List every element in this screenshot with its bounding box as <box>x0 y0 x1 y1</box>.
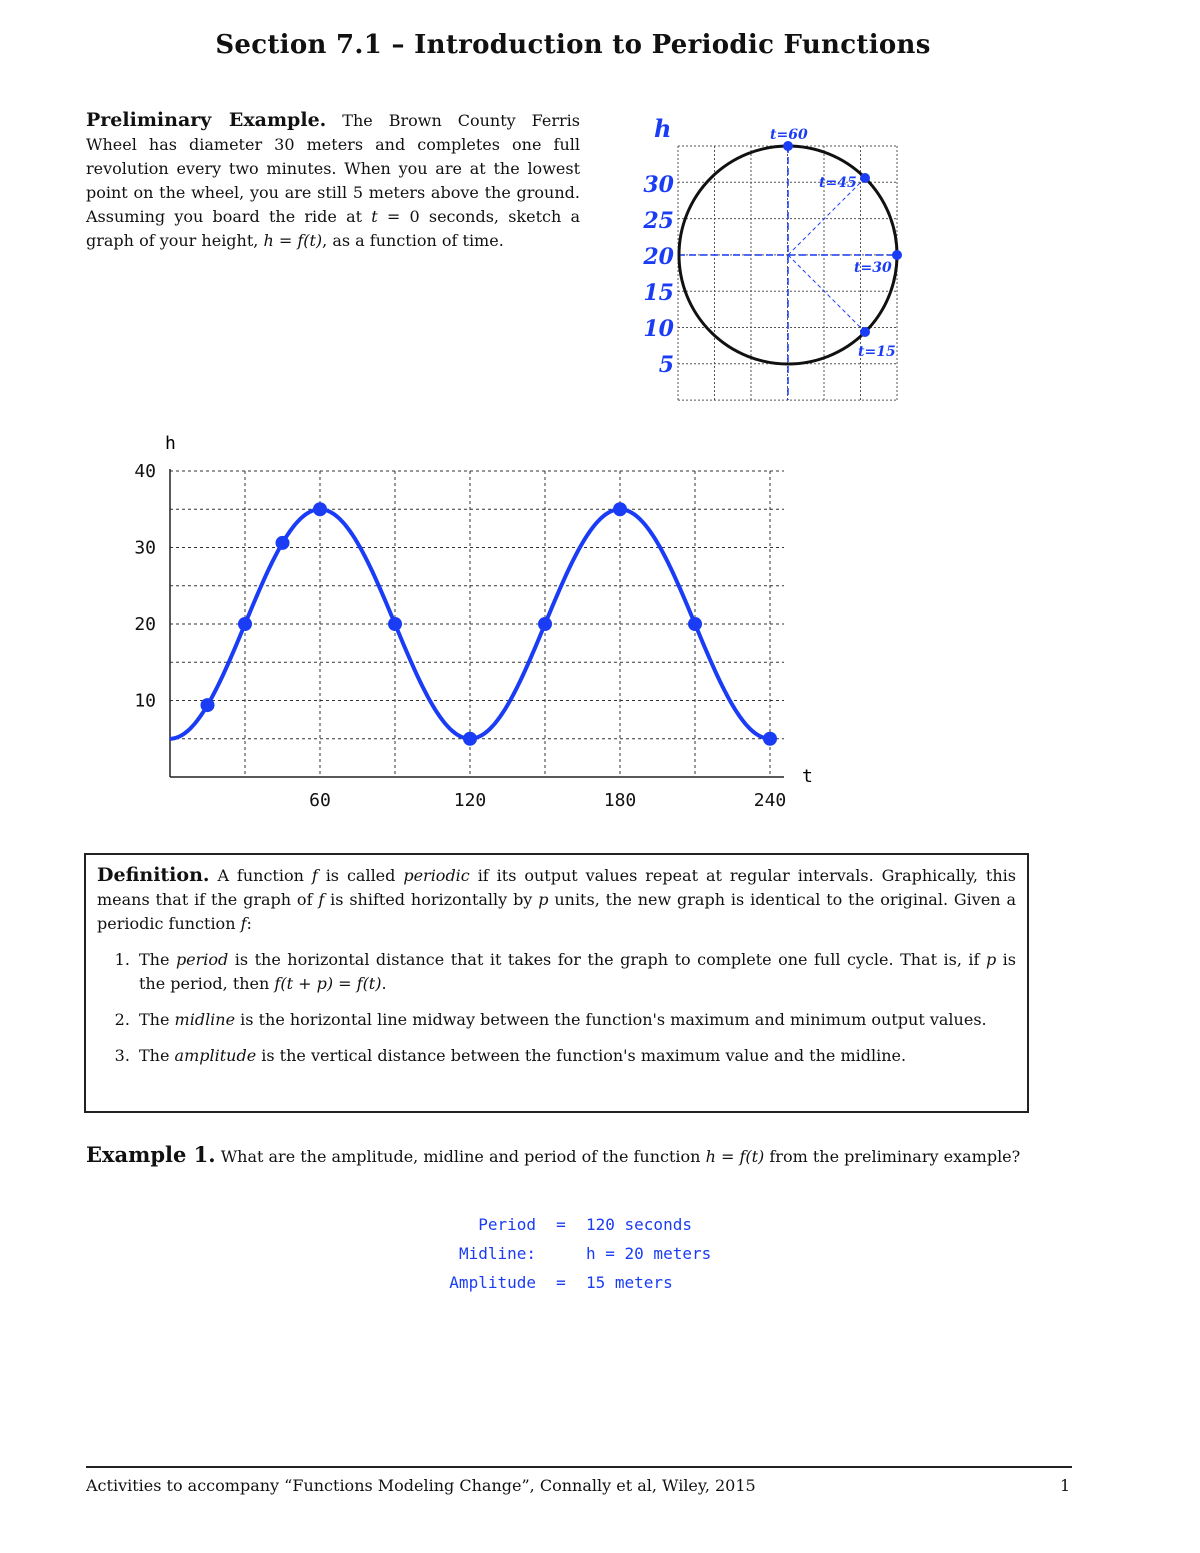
wheel-tick-5: 5 <box>658 352 674 378</box>
answer-amplitude <box>400 1268 800 1297</box>
example-1-function: h = f(t) <box>705 1147 765 1166</box>
answer-midline <box>400 1239 800 1268</box>
prelim-body-3: , as a function of time. <box>322 231 504 250</box>
answer-period <box>400 1210 800 1239</box>
definition-text: if its output values repeat at regular intervals. Graphically, this means that if the graph of <box>97 866 1016 909</box>
item-text: The <box>139 1010 175 1029</box>
definition-text: is shifted horizontally by <box>324 890 539 909</box>
graph-x-tick-label: 120 <box>453 790 487 811</box>
graph-x-tick-label: 240 <box>753 790 787 811</box>
example-1-text: What are the amplitude, midline and period of the function <box>215 1147 706 1166</box>
graph-data-point <box>276 536 290 550</box>
item-text: is the period, then <box>139 950 1017 993</box>
graph-x-tick-label: 60 <box>309 790 331 811</box>
wheel-tick-20: 20 <box>643 244 674 270</box>
page-title: Section 7.1 – Introduction to Periodic Functions <box>215 30 931 60</box>
ferris-wheel-diagram <box>630 110 920 410</box>
wheel-point-t45 <box>860 173 870 183</box>
wheel-tick-15: 15 <box>643 280 674 306</box>
math-f: f <box>240 914 247 933</box>
answer-equals: = <box>556 1273 566 1292</box>
wheel-tick-25: 25 <box>643 208 674 234</box>
footer-citation: Activities to accompany “Functions Modeling Change”, Connally et al, Wiley, 2015 <box>86 1476 756 1495</box>
preliminary-example <box>86 108 580 253</box>
math-p: p <box>538 890 549 909</box>
definition-item-period <box>135 948 1016 996</box>
definition-text: is called <box>317 866 404 885</box>
answer-label: Midline: <box>458 1244 536 1263</box>
math-f: f <box>318 890 325 909</box>
term-periodic: periodic <box>403 866 470 885</box>
example-1-text: from the preliminary example? <box>764 1147 1021 1166</box>
definition-item-amplitude <box>135 1044 1016 1068</box>
item-text: . <box>381 974 387 993</box>
item-text: The <box>139 950 176 969</box>
answer-value: h = 20 meters <box>586 1244 712 1263</box>
item-text: is the vertical distance between the function's maximum value and the midline. <box>256 1046 907 1065</box>
wheel-label-t30: t=30 <box>854 260 892 276</box>
definition-lead: Definition. <box>97 864 210 886</box>
graph-x-axis-label: t <box>802 766 813 787</box>
wheel-label-t45: t=45 <box>819 175 857 191</box>
graph-data-point <box>238 617 252 631</box>
definition-item-midline <box>135 1008 1016 1032</box>
graph-data-point <box>463 732 477 746</box>
definition-list <box>97 948 1016 1068</box>
page-number: 1 <box>1060 1476 1071 1495</box>
definition-text: A function <box>209 866 312 885</box>
prelim-var-t: t <box>371 207 378 226</box>
graph-x-tick-label: 180 <box>603 790 637 811</box>
graph-data-point <box>688 617 702 631</box>
answer-value: 15 meters <box>586 1273 673 1292</box>
prelim-function: h = f(t) <box>263 231 323 250</box>
prelim-body-1: The Brown County Ferris Wheel has diameter 30 meters and completes one full revolution every two minutes. When you are at the lowest point on the wheel, you are still 5 meters above the ground. Assuming you board the ride at <box>86 111 580 226</box>
math-p: p <box>985 950 997 969</box>
graph-data-point <box>313 502 327 516</box>
math-period-equation: f(t + p) = f(t) <box>274 974 382 993</box>
item-text: is the horizontal distance that it takes for the graph to complete one full cycle. That is, if <box>228 950 986 969</box>
graph-y-tick-label: 40 <box>134 461 156 482</box>
graph-data-point <box>538 617 552 631</box>
graph-y-tick-label: 20 <box>134 614 156 635</box>
wheel-point-t15 <box>860 327 870 337</box>
wheel-tick-10: 10 <box>643 316 674 342</box>
example-1-lead: Example 1. <box>86 1142 216 1167</box>
answer-label: Amplitude <box>449 1273 536 1292</box>
wheel-axis-label: h <box>654 114 672 143</box>
definition-text: units, the new graph is identical to the original. Given a periodic function <box>97 890 1017 933</box>
graph-data-point <box>613 502 627 516</box>
wheel-label-t60: t=60 <box>770 127 808 143</box>
prelim-lead: Preliminary Example. <box>86 109 327 131</box>
definition-box <box>84 853 1029 1113</box>
definition-text: : <box>246 914 252 933</box>
answer-equals: = <box>556 1215 566 1234</box>
graph-data-point <box>388 617 402 631</box>
graph-y-axis-label: h <box>165 433 176 454</box>
graph-data-point <box>201 698 215 712</box>
definition-intro <box>97 863 1016 936</box>
graph-data-point <box>763 732 777 746</box>
wheel-point-t30 <box>892 250 902 260</box>
wheel-label-t15: t=15 <box>858 344 896 360</box>
term-period: period <box>175 950 229 969</box>
answer-label: Period <box>478 1215 536 1234</box>
graph-y-tick-label: 30 <box>134 537 156 559</box>
math-f: f <box>311 866 318 885</box>
item-text: is the horizontal line midway between the function's maximum and minimum output values. <box>235 1010 987 1029</box>
example-1 <box>86 1142 1126 1170</box>
prelim-body-2: = 0 seconds, sketch a graph of your height, <box>86 207 580 250</box>
answers-block <box>400 1210 800 1297</box>
height-time-graph <box>110 425 830 825</box>
item-text: The <box>139 1046 175 1065</box>
graph-y-tick-label: 10 <box>134 690 156 712</box>
answer-equals <box>536 1239 586 1268</box>
answer-value: 120 seconds <box>586 1215 692 1234</box>
term-amplitude: amplitude <box>174 1046 257 1065</box>
wheel-tick-30: 30 <box>643 172 674 198</box>
footer-divider <box>86 1466 1072 1468</box>
term-midline: midline <box>174 1010 236 1029</box>
